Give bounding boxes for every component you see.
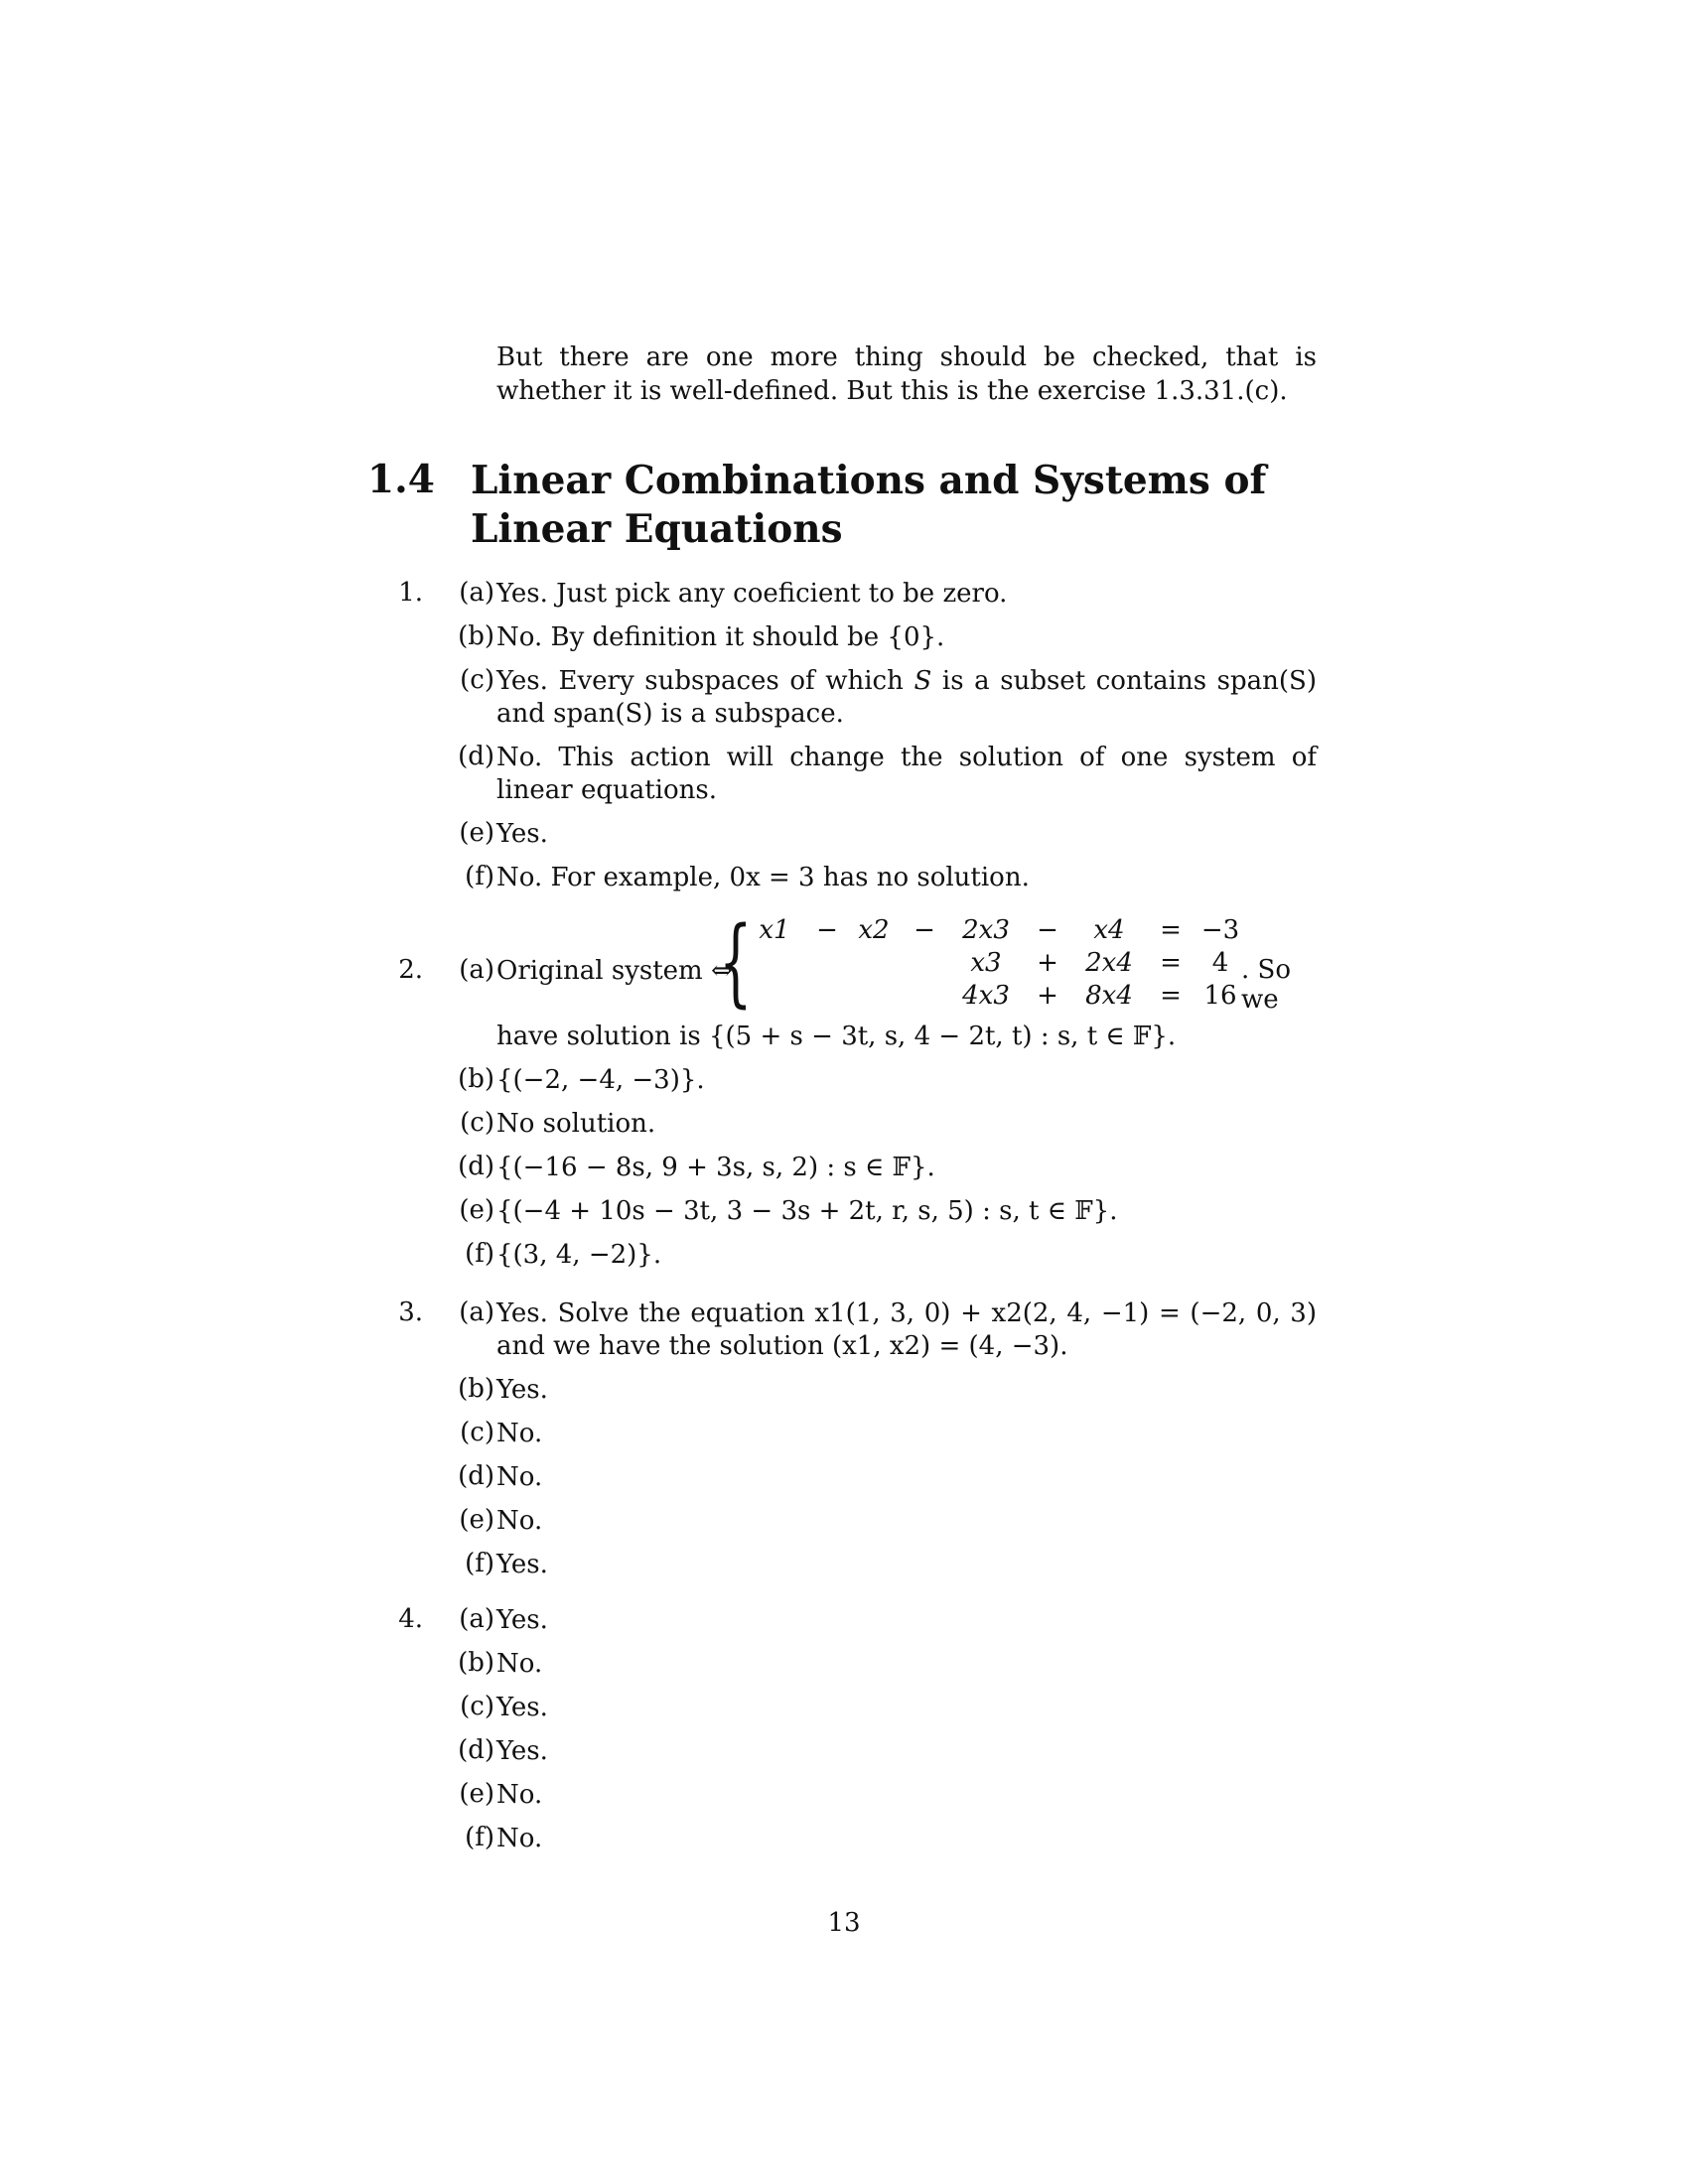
item-text: No. This action will change the solution of one system of linear equations.: [496, 743, 1317, 805]
section-number: 1.4: [367, 457, 435, 502]
item-label: (f): [465, 1549, 494, 1578]
sys-r3-c3: 8x4: [1085, 981, 1133, 1011]
item-text: Yes.: [496, 819, 548, 849]
problem-number: 3.: [398, 1297, 423, 1327]
problem-number: 4.: [398, 1604, 423, 1634]
item-text: [496, 665, 1317, 731]
item-text: No.: [496, 1506, 543, 1536]
item-text: Yes.: [496, 1693, 548, 1722]
item-label: (c): [460, 1692, 494, 1721]
sys-r3-c1: 4x3: [962, 981, 1010, 1011]
sys-r1-c1: x1: [759, 915, 790, 945]
item-label: (b): [458, 1648, 494, 1678]
item-text: Yes.: [496, 1736, 548, 1766]
item-text-cont: have solution is {(5 + s − 3t, s, 4 − 2t, t) : s, t ∈ 𝔽}.: [496, 1022, 1177, 1051]
item-label: (d): [458, 742, 494, 771]
item-label: (f): [465, 1823, 494, 1852]
sys-r2-c3: 2x4: [1085, 948, 1133, 978]
sys-r3-c4: =: [1160, 981, 1182, 1011]
item-label: (a): [459, 1604, 494, 1634]
sys-r1-c3: x2: [858, 915, 890, 945]
math-var: S: [914, 666, 932, 696]
item-label: (b): [458, 1064, 494, 1094]
item-label: (e): [459, 1195, 494, 1225]
item-label: (e): [459, 1505, 494, 1535]
item-label: (d): [458, 1735, 494, 1765]
sys-r3-c2: +: [1037, 981, 1058, 1011]
sys-r1-c7: x4: [1093, 915, 1125, 945]
item-label: (b): [458, 621, 494, 651]
sys-r1-c4: −: [914, 915, 935, 945]
item-label: (a): [459, 578, 494, 608]
sys-r1-c6: −: [1037, 915, 1058, 945]
intro-paragraph: But there are one more thing should be checked, that is whether it is well-defined. But this is the exercise 1.3.31.(c).: [496, 342, 1317, 406]
item-label: (d): [458, 1461, 494, 1491]
item-text: No.: [496, 1462, 543, 1492]
brace-symbol: {: [719, 906, 753, 1018]
item-label: (c): [460, 1418, 494, 1447]
item-text: Yes.: [496, 1550, 548, 1579]
item-text: Yes.: [496, 1375, 548, 1405]
item-text: No. By definition it should be {0}.: [496, 622, 945, 652]
text-post: is a subset contains span(S) and span(S) is a subspace.: [496, 666, 1317, 729]
problem-number: 1.: [398, 578, 423, 608]
item-label: (f): [465, 1239, 494, 1269]
item-text: No.: [496, 1419, 543, 1448]
section-title: Linear Combinations and Systems of Linear Equations: [471, 458, 1267, 552]
sys-r1-c9: −3: [1200, 915, 1240, 945]
item-text: No. For example, 0x = 3 has no solution.: [496, 863, 1030, 892]
item-text: No.: [496, 1824, 543, 1853]
item-label: (c): [460, 665, 494, 695]
page-number: 13: [827, 1908, 861, 1938]
item-text: Original system ⇔: [496, 956, 733, 986]
item-text: Yes.: [496, 1605, 548, 1635]
text-pre: Yes. Every subspaces of which: [496, 666, 914, 696]
item-label: (e): [459, 1779, 494, 1809]
item-text: {(3, 4, −2)}.: [496, 1240, 662, 1270]
item-label: (b): [458, 1374, 494, 1404]
sys-r2-c2: +: [1037, 948, 1058, 978]
sys-r1-c8: =: [1160, 915, 1182, 945]
item-label: (c): [460, 1108, 494, 1138]
sys-r2-c1: x3: [970, 948, 1002, 978]
item-label: (a): [459, 1297, 494, 1327]
item-label: (f): [465, 862, 494, 891]
item-label: (e): [459, 818, 494, 848]
item-text: No.: [496, 1649, 543, 1679]
sys-r2-c5: 4: [1211, 948, 1229, 978]
item-text: {(−2, −4, −3)}.: [496, 1065, 705, 1095]
sys-r2-c4: =: [1160, 948, 1182, 978]
item-text-tail: . So we: [1241, 955, 1291, 1015]
item-text: No.: [496, 1780, 543, 1810]
sys-r1-c5: 2x3: [962, 915, 1010, 945]
item-text: Yes. Solve the equation x1(1, 3, 0) + x2(2, 4, −1) = (−2, 0, 3) and we have the solution (x1, x2) = (4, −3).: [496, 1298, 1317, 1361]
sys-r1-c2: −: [816, 915, 838, 945]
item-text: Yes. Just pick any coeficient to be zero.: [496, 579, 1008, 609]
item-text: {(−16 − 8s, 9 + 3s, s, 2) : s ∈ 𝔽}.: [496, 1153, 935, 1182]
item-label: (d): [458, 1152, 494, 1181]
sys-r3-c5: 16: [1203, 981, 1237, 1011]
item-text: No solution.: [496, 1109, 656, 1139]
item-label: (a): [459, 955, 494, 985]
problem-number: 2.: [398, 955, 423, 985]
item-text: {(−4 + 10s − 3t, 3 − 3s + 2t, r, s, 5) : s, t ∈ 𝔽}.: [496, 1196, 1118, 1226]
